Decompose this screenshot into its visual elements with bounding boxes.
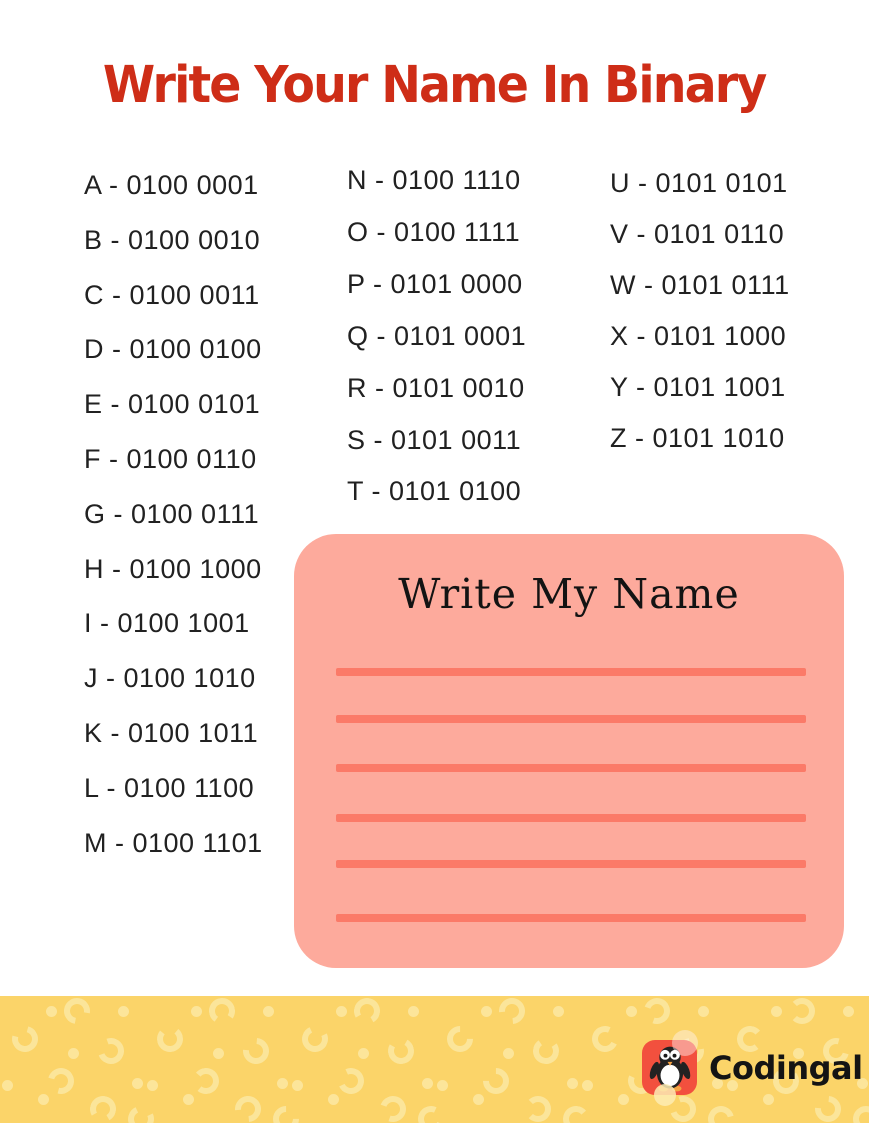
confetti-dot xyxy=(68,1048,79,1059)
confetti-dot xyxy=(503,1048,514,1059)
confetti-arc xyxy=(334,1064,367,1097)
confetti-arc xyxy=(87,1093,119,1123)
confetti-arc xyxy=(7,1021,43,1057)
confetti-dot xyxy=(408,1006,419,1017)
letter-binary-row: P - 0101 0000 xyxy=(347,268,523,299)
writing-line xyxy=(336,715,806,723)
letter-binary-row: W - 0101 0111 xyxy=(610,270,790,300)
confetti-arc xyxy=(376,1092,411,1123)
alphabet-column-2 xyxy=(347,155,526,518)
confetti-dot xyxy=(183,1094,194,1105)
confetti-dot xyxy=(118,1006,129,1017)
letter-binary-row: L - 0100 1100 xyxy=(84,772,255,803)
confetti-dot xyxy=(763,1094,774,1105)
letter-binary-row: D - 0100 0100 xyxy=(84,334,262,365)
letter-binary-row: N - 0100 1110 xyxy=(347,165,521,195)
confetti-dot xyxy=(263,1006,274,1017)
confetti-arc xyxy=(789,998,815,1024)
writing-line xyxy=(336,914,806,922)
confetti-arc xyxy=(192,1067,220,1095)
page-title-wrap xyxy=(0,56,869,115)
letter-binary-row: T - 0101 0100 xyxy=(347,476,522,507)
confetti-dot xyxy=(328,1094,339,1105)
confetti-dot xyxy=(292,1080,303,1091)
confetti-dot xyxy=(843,1006,854,1017)
confetti-arc xyxy=(562,1105,590,1123)
confetti-dot xyxy=(336,1006,347,1017)
letter-binary-row: U - 0101 0101 xyxy=(610,168,788,198)
confetti-dot xyxy=(422,1078,433,1089)
footer-band xyxy=(0,996,869,1123)
writing-line xyxy=(336,764,806,772)
letter-binary-row: G - 0100 0111 xyxy=(84,498,260,529)
write-box-title: Write My Name xyxy=(398,570,740,618)
confetti-arc xyxy=(588,1022,621,1055)
confetti-dot xyxy=(618,1094,629,1105)
letter-binary-row: E - 0100 0101 xyxy=(84,389,261,420)
confetti-arc xyxy=(525,1096,551,1122)
confetti-dot xyxy=(213,1048,224,1059)
confetti-arc xyxy=(494,996,531,1029)
confetti-dot xyxy=(38,1094,49,1105)
letter-binary-row: F - 0100 0110 xyxy=(84,443,257,474)
letter-binary-row: A - 0100 0001 xyxy=(84,170,259,200)
writing-line xyxy=(336,860,806,868)
confetti-arc xyxy=(385,1035,417,1067)
letter-binary-row: Q - 0101 0001 xyxy=(347,320,527,351)
confetti-arc xyxy=(94,1034,129,1069)
confetti-dot xyxy=(698,1006,709,1017)
confetti-dot xyxy=(46,1006,57,1017)
letter-binary-row: B - 0100 0010 xyxy=(84,224,261,255)
confetti-dot xyxy=(771,1006,782,1017)
confetti-arc xyxy=(238,1033,275,1070)
confetti-dot xyxy=(437,1080,448,1091)
writing-line xyxy=(336,668,806,676)
letter-binary-row: H - 0100 1000 xyxy=(84,553,262,584)
confetti-dot xyxy=(473,1094,484,1105)
confetti-arc xyxy=(531,1036,561,1066)
brand-name: Codingal xyxy=(709,1048,863,1087)
confetti-arc xyxy=(848,1101,869,1123)
confetti-arc xyxy=(810,1091,847,1123)
letter-binary-row: V - 0101 0110 xyxy=(610,219,785,249)
confetti-arc xyxy=(414,1102,447,1123)
pattern-overlay-circle xyxy=(654,1084,676,1106)
confetti-dot xyxy=(358,1048,369,1059)
write-my-name-box xyxy=(294,534,844,968)
confetti-dot xyxy=(147,1080,158,1091)
alphabet-column-1 xyxy=(84,158,263,870)
letter-binary-row: Y - 0101 1001 xyxy=(610,372,786,402)
letter-binary-row: M - 0100 1101 xyxy=(84,827,263,858)
confetti-dot xyxy=(191,1006,202,1017)
letter-binary-row: Z - 0101 1010 xyxy=(610,423,785,453)
confetti-arc xyxy=(351,996,383,1027)
confetti-arc xyxy=(156,1025,184,1053)
alphabet-column-3 xyxy=(610,158,790,464)
confetti-arc xyxy=(207,996,237,1026)
confetti-arc xyxy=(59,996,95,1029)
letter-binary-row: C - 0100 0011 xyxy=(84,279,260,310)
confetti-dot xyxy=(481,1006,492,1017)
confetti-arc xyxy=(124,1102,157,1123)
letter-binary-row: J - 0100 1010 xyxy=(84,663,256,694)
confetti-arc xyxy=(230,1091,267,1123)
confetti-arc xyxy=(268,1101,305,1123)
confetti-dot xyxy=(626,1006,637,1017)
letter-binary-row: I - 0100 1001 xyxy=(84,608,250,639)
page-title: Write Your Name In Binary xyxy=(103,56,766,115)
confetti-dot xyxy=(277,1078,288,1089)
confetti-arc xyxy=(478,1063,515,1100)
confetti-dot xyxy=(553,1006,564,1017)
letter-binary-row: X - 0101 1000 xyxy=(610,321,787,351)
confetti-arc xyxy=(43,1063,79,1099)
letter-binary-row: R - 0101 0010 xyxy=(347,372,525,403)
confetti-dot xyxy=(2,1080,13,1091)
confetti-dot xyxy=(567,1078,578,1089)
confetti-dot xyxy=(582,1080,593,1091)
confetti-arc xyxy=(703,1101,739,1123)
writing-line xyxy=(336,814,806,822)
confetti-arc xyxy=(442,1021,479,1058)
pattern-overlay-circle xyxy=(672,1030,698,1056)
letter-binary-row: K - 0100 1011 xyxy=(84,717,259,748)
letter-binary-row: S - 0101 0011 xyxy=(347,424,522,455)
letter-binary-row: O - 0100 1111 xyxy=(347,216,521,247)
confetti-arc xyxy=(640,996,675,1028)
confetti-dot xyxy=(132,1078,143,1089)
confetti-arc xyxy=(298,1022,331,1055)
